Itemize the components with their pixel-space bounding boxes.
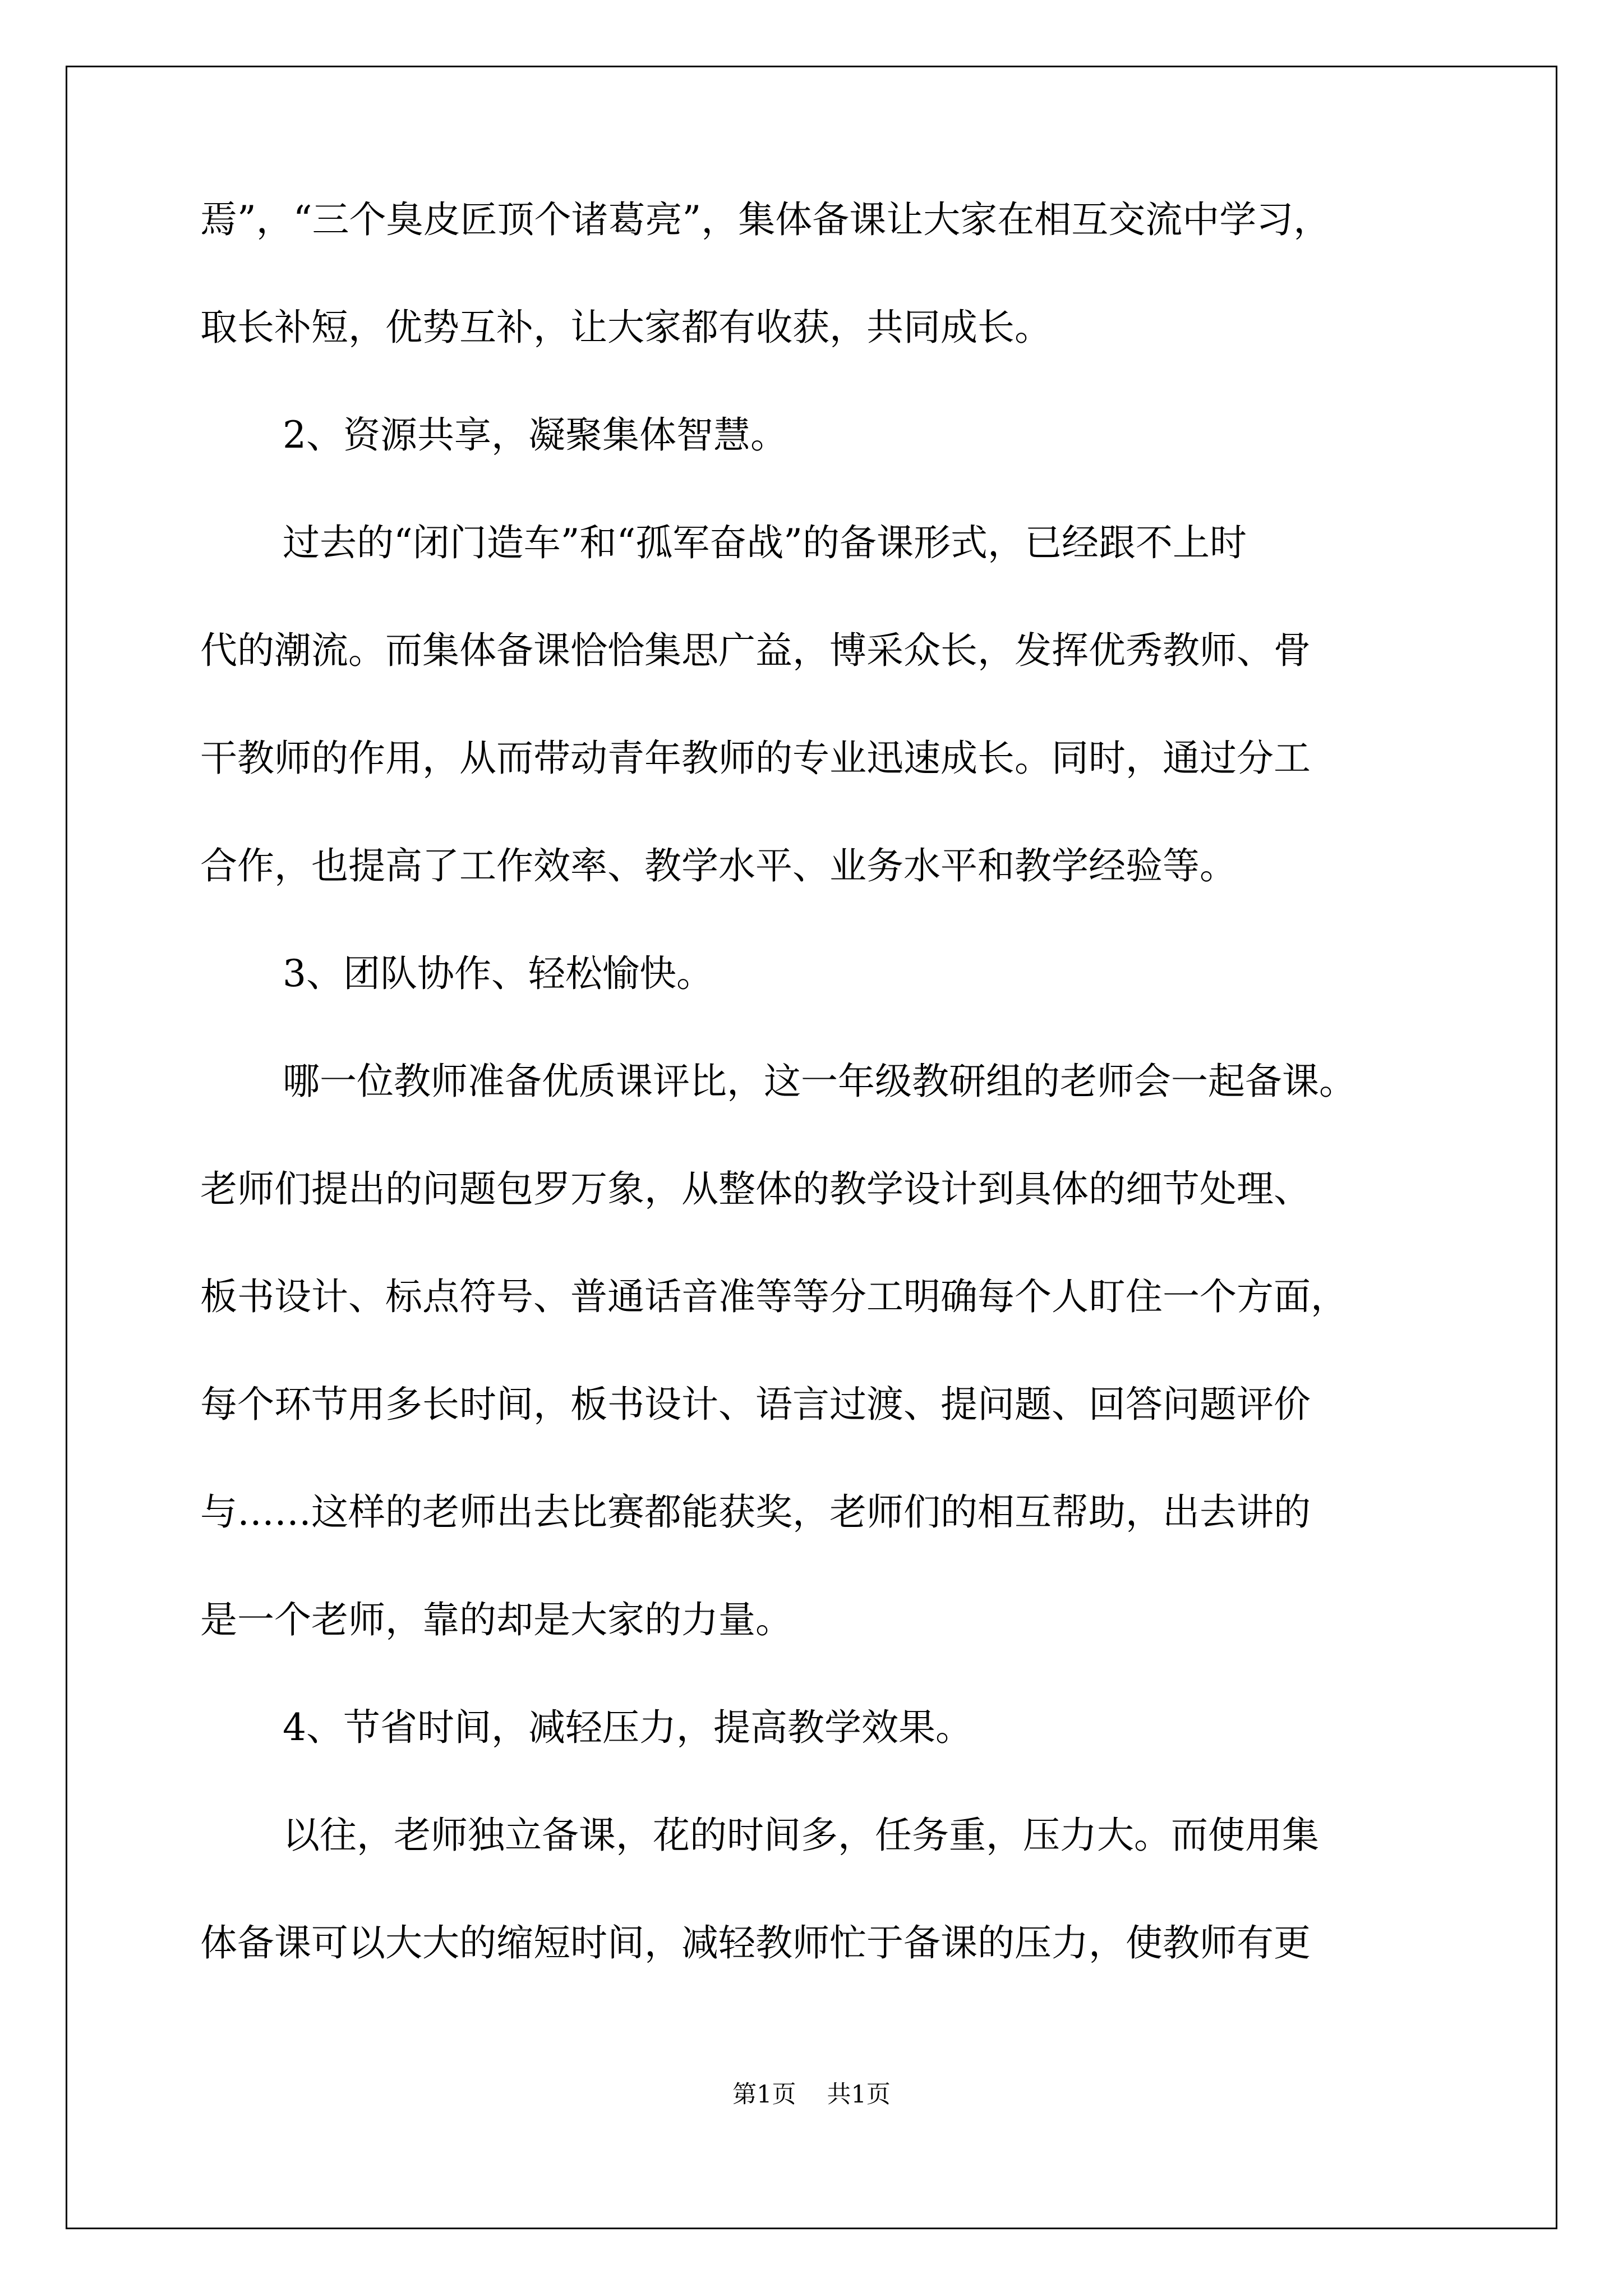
text-line: 老师们提出的问题包罗万象，从整体的教学设计到具体的细节处理、: [200, 1167, 1311, 1211]
text-line: 与……这样的老师出去比赛都能获奖，老师们的相互帮助，出去讲的: [200, 1490, 1311, 1534]
text-line: 每个环节用多长时间，板书设计、语言过渡、提问题、回答问题评价: [200, 1383, 1311, 1426]
text-line: 代的潮流。而集体备课恰恰集思广益，博采众长，发挥优秀教师、骨: [200, 629, 1311, 672]
page-number: 第1页: [732, 2081, 796, 2109]
page-footer: [0, 2076, 1623, 2110]
paragraph-start: 过去的“闭门造车”和“孤军奋战”的备课形式，已经跟不上时: [283, 521, 1247, 564]
paragraph-start: 哪一位教师准备优质课评比，这一年级教研组的老师会一起备课。: [283, 1060, 1356, 1103]
text-line: 合作，也提高了工作效率、教学水平、业务水平和教学经验等。: [200, 844, 1237, 887]
text-line: 焉”，“三个臭皮匠顶个诸葛亮”，集体备课让大家在相互交流中学习，: [200, 198, 1331, 241]
text-line: 取长补短，优势互补，让大家都有收获，共同成长。: [200, 306, 1052, 349]
paragraph-start: 以往，老师独立备课，花的时间多，任务重，压力大。而使用集: [283, 1814, 1319, 1857]
text-line: 板书设计、标点符号、普通话音准等等分工明确每个人盯住一个方面，: [200, 1275, 1348, 1318]
text-line: 是一个老师，靠的却是大家的力量。: [200, 1598, 792, 1641]
text-line: 体备课可以大大的缩短时间，减轻教师忙于备课的压力，使教师有更: [200, 1921, 1311, 1964]
section-heading: 3、团队协作、轻松愉快。: [283, 952, 713, 995]
page-total: 共1页: [827, 2081, 891, 2109]
section-heading: 4、节省时间，减轻压力，提高教学效果。: [283, 1706, 972, 1749]
section-heading: 2、资源共享，凝聚集体智慧。: [283, 413, 787, 457]
document-body: [200, 198, 1434, 2029]
text-line: 干教师的作用，从而带动青年教师的专业迅速成长。同时，通过分工: [200, 737, 1311, 780]
